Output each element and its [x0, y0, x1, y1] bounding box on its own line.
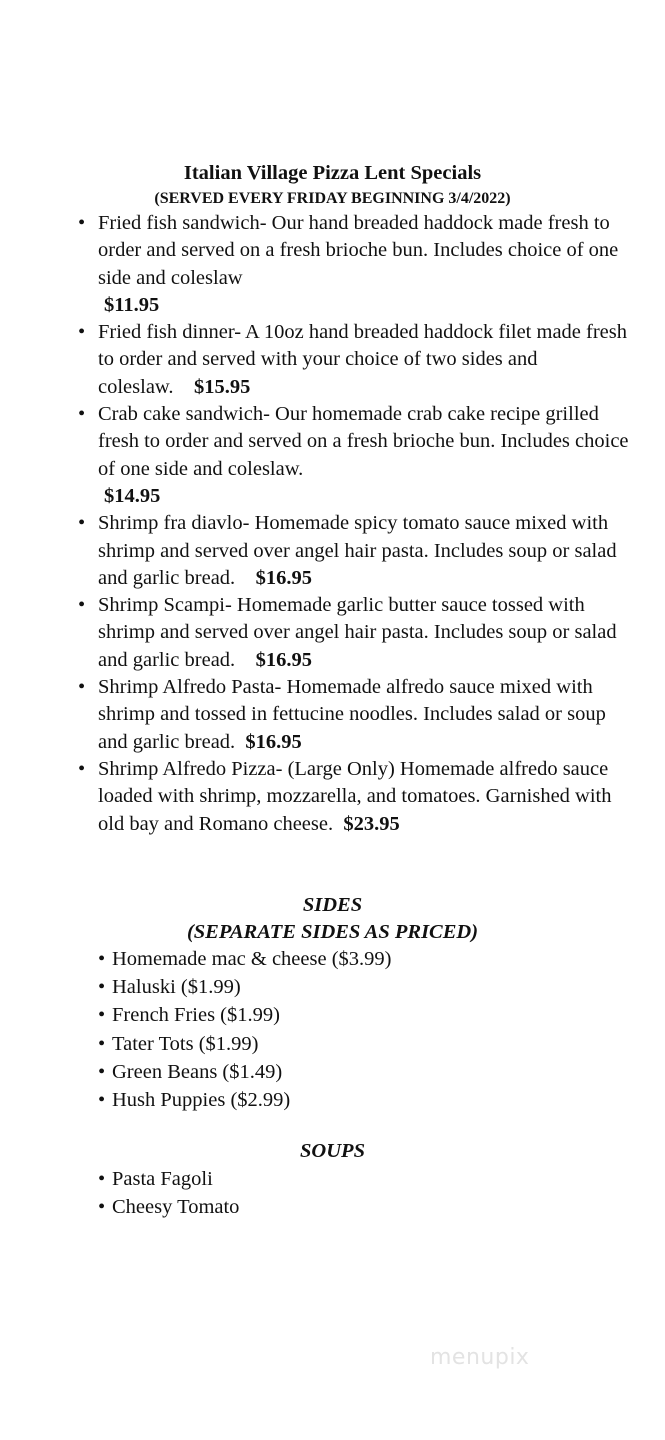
- bullet-icon: •: [78, 757, 86, 780]
- soups-heading: SOUPS: [300, 1140, 365, 1162]
- soup-item: [98, 1165, 558, 1193]
- bullet-icon: •: [98, 1089, 106, 1112]
- special-item-fried-fish-sandwich: [78, 210, 638, 319]
- bullet-icon: •: [98, 1168, 106, 1190]
- side-item-label: Hush Puppies ($2.99): [112, 1089, 291, 1112]
- special-description: Fried fish sandwich- Our hand breaded haddock made fresh to order and served on a fresh brioche bun. Includes choice of one side and coleslaw: [98, 212, 619, 289]
- special-description: Shrimp Alfredo Pasta- Homemade alfredo sauce mixed with shrimp and tossed in fettucine noodles. Includes salad or soup and garlic bread.: [98, 676, 606, 753]
- special-item-shrimp-fra-diavlo: [78, 510, 638, 592]
- bullet-icon: •: [78, 321, 86, 344]
- special-item-crab-cake-sandwich: [78, 401, 638, 510]
- sides-list: [98, 945, 558, 1114]
- special-description: Fried fish dinner- A 10oz hand breaded haddock filet made fresh to order and served with your choice of two sides and coleslaw.: [98, 321, 628, 398]
- special-item-shrimp-alfredo-pasta: [78, 674, 638, 756]
- special-price: $16.95: [255, 648, 313, 671]
- soup-item-label: Pasta Fagoli: [112, 1168, 213, 1190]
- bullet-icon: •: [78, 676, 86, 699]
- watermark-logo: menupix: [430, 1345, 530, 1370]
- specials-list: [78, 210, 638, 838]
- side-item-label: French Fries ($1.99): [112, 1004, 280, 1027]
- special-description: Shrimp Scampi- Homemade garlic butter sauce tossed with shrimp and served over angel hair pasta. Includes soup or salad and garlic bread.: [98, 594, 617, 671]
- side-item: [98, 1058, 558, 1086]
- special-description: Shrimp fra diavlo- Homemade spicy tomato sauce mixed with shrimp and served over angel hair pasta. Includes soup or salad and garlic bread.: [98, 512, 617, 589]
- special-item-fried-fish-dinner: [78, 319, 638, 401]
- side-item: [98, 1030, 558, 1058]
- special-item-shrimp-scampi: [78, 592, 638, 674]
- side-item-label: Homemade mac & cheese ($3.99): [112, 948, 392, 970]
- menu-title: Italian Village Pizza Lent Specials: [183, 162, 482, 184]
- special-price: $14.95: [104, 484, 161, 507]
- side-item-label: Tater Tots ($1.99): [112, 1032, 259, 1055]
- special-price: $16.95: [255, 566, 313, 589]
- side-item: [98, 1001, 558, 1029]
- special-price: $16.95: [245, 730, 302, 753]
- bullet-icon: •: [98, 948, 106, 970]
- special-price: $11.95: [104, 293, 160, 316]
- bullet-icon: •: [78, 594, 86, 617]
- bullet-icon: •: [98, 976, 106, 999]
- side-item: [98, 1086, 558, 1114]
- bullet-icon: •: [98, 1060, 106, 1083]
- bullet-icon: •: [98, 1196, 106, 1219]
- special-price: $23.95: [343, 812, 400, 835]
- soups-list: [98, 1165, 558, 1221]
- side-item: [98, 973, 558, 1001]
- bullet-icon: •: [78, 403, 86, 426]
- bullet-icon: •: [78, 212, 86, 234]
- side-item-label: Haluski ($1.99): [112, 976, 241, 999]
- special-price: $15.95: [194, 375, 251, 398]
- bullet-icon: •: [98, 1004, 106, 1027]
- bullet-icon: •: [98, 1032, 106, 1055]
- special-item-shrimp-alfredo-pizza: [78, 756, 638, 838]
- special-description: Crab cake sandwich- Our homemade crab cake recipe grilled fresh to order and served on a fresh brioche bun. Includes choice of one side and coleslaw.: [98, 403, 629, 480]
- soup-item: [98, 1193, 558, 1221]
- side-item: [98, 945, 558, 973]
- bullet-icon: •: [78, 512, 86, 535]
- menu-subtitle: (SERVED EVERY FRIDAY BEGINNING 3/4/2022): [154, 190, 511, 207]
- sides-subheading: (SEPARATE SIDES AS PRICED): [186, 921, 479, 943]
- sides-heading: SIDES: [302, 894, 363, 916]
- side-item-label: Green Beans ($1.49): [112, 1060, 283, 1083]
- special-description: Shrimp Alfredo Pizza- (Large Only) Homemade alfredo sauce loaded with shrimp, mozzarella, and tomatoes. Garnished with old bay and Romano cheese.: [98, 757, 612, 835]
- soup-item-label: Cheesy Tomato: [112, 1196, 240, 1219]
